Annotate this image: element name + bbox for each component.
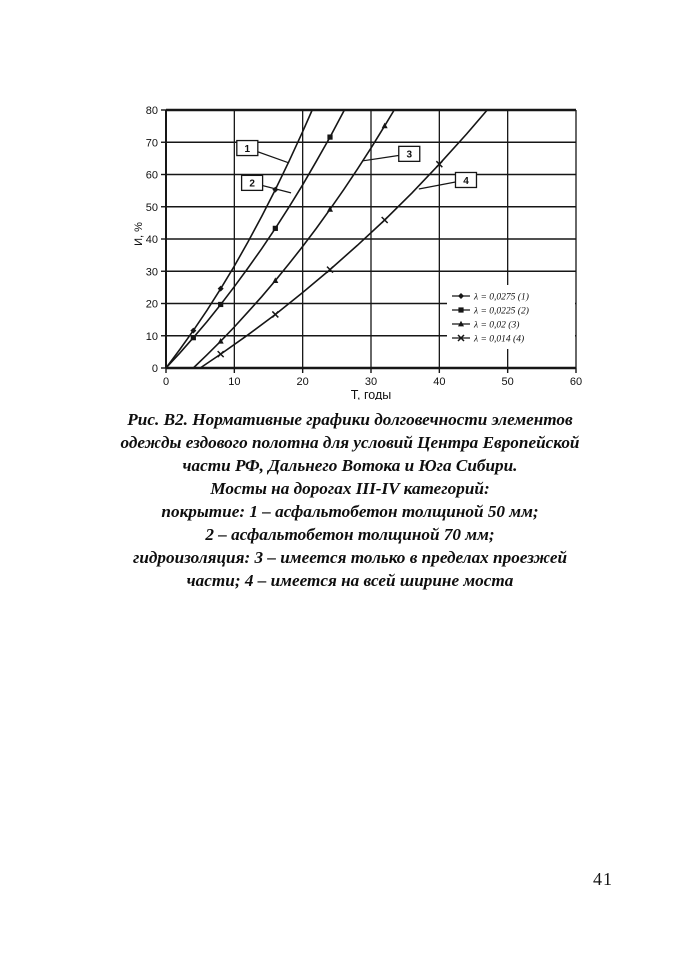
x-tick-label: 20 bbox=[296, 376, 309, 388]
chart-legend bbox=[447, 285, 575, 349]
chart-svg bbox=[0, 0, 700, 400]
y-tick-label: 40 bbox=[145, 234, 158, 246]
x-axis-label: Т, годы bbox=[350, 388, 392, 400]
y-tick-label: 30 bbox=[145, 266, 158, 279]
x-tick-label: 50 bbox=[501, 376, 514, 388]
x-tick-label: 60 bbox=[569, 376, 583, 388]
legend-label: λ = 0,014 (4) bbox=[474, 334, 525, 345]
chart-annotations bbox=[237, 141, 477, 193]
curve-label: 3 bbox=[406, 149, 413, 161]
caption-line: гидроизоляция: 3 – имеется только в пределах проезжей bbox=[132, 548, 568, 567]
y-axis-label: И, % bbox=[133, 222, 145, 246]
legend-label: λ = 0,02 (3) bbox=[474, 320, 520, 331]
caption-line: Рис. В2. Нормативные графики долговечности элементов bbox=[127, 410, 573, 429]
curve-label: 2 bbox=[249, 178, 255, 190]
page-number: 41 bbox=[593, 869, 613, 889]
x-tick-label: 30 bbox=[364, 376, 378, 388]
caption-line: одежды ездового полотна для условий Центра Европейской bbox=[120, 433, 580, 452]
y-tick-label: 70 bbox=[145, 137, 158, 150]
legend-label: λ = 0,0275 (1) bbox=[474, 292, 529, 303]
curve-label: 1 bbox=[244, 143, 251, 155]
chart-axes bbox=[133, 105, 582, 400]
caption-line: Мосты на дорогах III-IV категорий: bbox=[210, 479, 490, 498]
legend-label: λ = 0,0225 (2) bbox=[474, 306, 529, 317]
y-tick-label: 60 bbox=[145, 169, 158, 182]
y-tick-label: 10 bbox=[145, 330, 158, 343]
x-tick-label: 0 bbox=[162, 376, 170, 388]
figure-caption bbox=[52, 408, 648, 592]
y-tick-label: 80 bbox=[145, 105, 158, 117]
curve-label: 4 bbox=[463, 175, 469, 187]
y-tick-label: 20 bbox=[145, 298, 158, 311]
caption-line: покрытие: 1 – асфальтобетон толщиной 50 мм; bbox=[161, 502, 539, 521]
y-tick-label: 0 bbox=[151, 363, 158, 375]
x-tick-label: 10 bbox=[228, 376, 241, 388]
y-tick-label: 50 bbox=[145, 201, 158, 214]
caption-line: части РФ, Дальнего Вотока и Юга Сибири. bbox=[182, 456, 518, 475]
x-tick-label: 40 bbox=[433, 376, 446, 388]
figure-chart bbox=[0, 0, 700, 400]
caption-line: 2 – асфальтобетон толщиной 70 мм; bbox=[205, 525, 495, 544]
caption-line: части; 4 – имеется на всей ширине моста bbox=[186, 571, 514, 590]
